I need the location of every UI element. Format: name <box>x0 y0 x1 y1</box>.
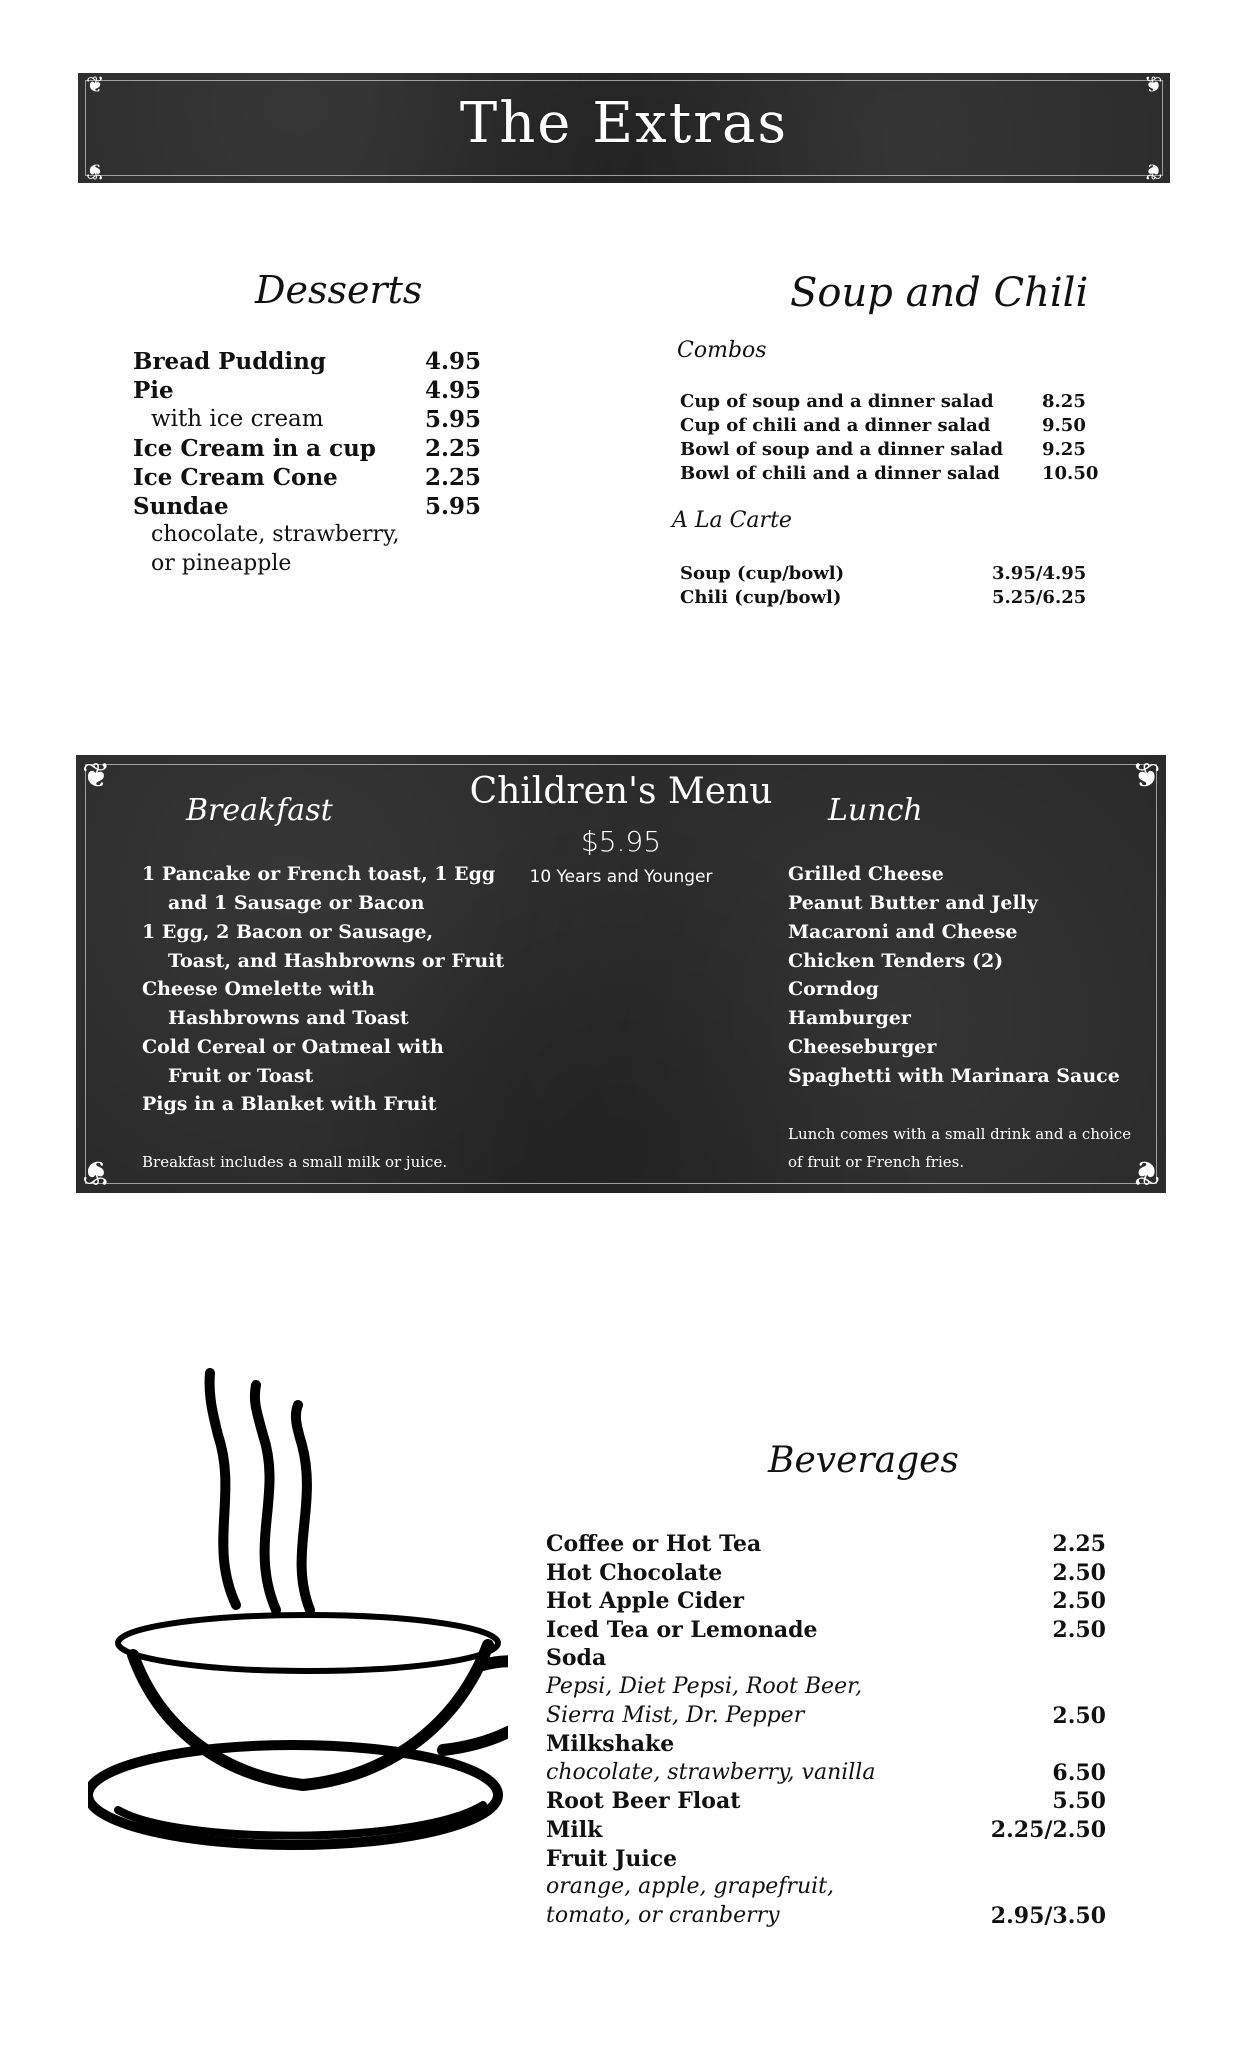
dessert-price: 5.95 <box>425 493 482 520</box>
lunch-item: Grilled Cheese <box>788 863 944 885</box>
beverage-price: 2.50 <box>1052 1588 1106 1615</box>
breakfast-item: 1 Pancake or French toast, 1 Egg <box>142 863 496 885</box>
childrens-menu-board <box>76 755 1166 1193</box>
combo-name: Bowl of chili and a dinner salad <box>680 463 1000 484</box>
childrens-price: $5.95 <box>580 825 662 858</box>
beverage-name: Soda <box>546 1645 607 1672</box>
alacarte-price: 5.25/6.25 <box>992 587 1087 608</box>
beverage-row <box>546 1903 1106 1931</box>
beverage-row <box>546 1531 1106 1559</box>
combo-name: Bowl of soup and a dinner salad <box>680 439 1004 460</box>
dessert-row <box>133 377 482 406</box>
page-title: The Extras <box>459 91 789 156</box>
scroll-ornament-icon: ❦ <box>86 158 105 183</box>
lunch-item: Cheeseburger <box>788 1036 937 1058</box>
dessert-name: Sundae <box>133 493 229 520</box>
title-banner <box>78 73 1170 183</box>
alacarte-price: 3.95/4.95 <box>992 563 1087 584</box>
breakfast-note: Breakfast includes a small milk or juice. <box>142 1153 448 1171</box>
sundae-description: or pineapple <box>151 551 292 576</box>
breakfast-item: Hashbrowns and Toast <box>168 1007 409 1029</box>
beverage-name: Coffee or Hot Tea <box>546 1531 762 1557</box>
lunch-item: Chicken Tenders (2) <box>788 950 1004 972</box>
breakfast-heading: Breakfast <box>186 793 333 828</box>
combo-name: Cup of soup and a dinner salad <box>680 391 994 412</box>
beverage-row <box>546 1703 1106 1731</box>
breakfast-item: Toast, and Hashbrowns or Fruit <box>168 950 505 972</box>
lunch-item: Macaroni and Cheese <box>788 921 1018 943</box>
beverage-name: Milk <box>546 1817 603 1843</box>
alacarte-row <box>680 563 1100 587</box>
alacarte-subheading: A La Carte <box>672 508 792 533</box>
beverage-price: 2.25/2.50 <box>990 1817 1106 1843</box>
alacarte-name: Soup (cup/bowl) <box>680 563 845 584</box>
coffee-cup-icon <box>88 1365 508 1865</box>
dessert-price: 5.95 <box>425 406 482 433</box>
lunch-heading: Lunch <box>828 793 923 828</box>
dessert-row <box>133 406 482 435</box>
age-limit: 10 Years and Younger <box>529 867 713 887</box>
scroll-ornament-icon: ❦ <box>82 1152 111 1192</box>
dessert-row <box>133 493 482 522</box>
combo-price: 8.25 <box>1042 391 1086 412</box>
scroll-ornament-icon: ❦ <box>1131 1152 1160 1192</box>
scroll-ornament-icon: ❦ <box>82 756 111 796</box>
combo-row <box>680 391 1100 415</box>
lunch-note: of fruit or French fries. <box>788 1153 965 1171</box>
scroll-ornament-icon: ❦ <box>1143 73 1162 98</box>
beverage-price: 5.50 <box>1052 1788 1106 1815</box>
scroll-ornament-icon: ❦ <box>1143 158 1162 183</box>
soup-heading: Soup and Chili <box>790 270 1089 316</box>
beverage-price: 6.50 <box>1052 1759 1106 1786</box>
beverage-description: Sierra Mist, Dr. Pepper <box>546 1702 805 1728</box>
beverage-description: tomato, or cranberry <box>546 1902 780 1928</box>
beverage-row <box>546 1874 1106 1902</box>
beverage-price: 2.50 <box>1052 1702 1106 1729</box>
beverage-row <box>546 1588 1106 1616</box>
beverage-name: Iced Tea or Lemonade <box>546 1616 818 1643</box>
beverage-row <box>546 1674 1106 1702</box>
dessert-price: 4.95 <box>425 348 482 375</box>
alacarte-name: Chili (cup/bowl) <box>680 587 842 608</box>
dessert-name: Pie <box>133 377 174 404</box>
dessert-name: Bread Pudding <box>133 348 326 375</box>
beverage-description: orange, apple, grapefruit, <box>546 1874 834 1900</box>
breakfast-item: Cold Cereal or Oatmeal with <box>142 1036 444 1058</box>
beverage-row <box>546 1617 1106 1645</box>
combos-subheading: Combos <box>677 338 767 363</box>
dessert-row <box>133 464 482 493</box>
beverage-row <box>546 1760 1106 1788</box>
breakfast-item: 1 Egg, 2 Bacon or Sausage, <box>142 921 434 943</box>
lunch-note: Lunch comes with a small drink and a choice <box>788 1125 1132 1143</box>
breakfast-item: Fruit or Toast <box>168 1065 314 1087</box>
beverage-row <box>546 1788 1106 1816</box>
dessert-option: with ice cream <box>151 406 324 432</box>
beverage-price: 2.50 <box>1052 1559 1106 1586</box>
combo-row <box>680 415 1100 439</box>
beverage-price: 2.95/3.50 <box>990 1902 1106 1929</box>
combo-row <box>680 463 1100 487</box>
lunch-item: Peanut Butter and Jelly <box>788 892 1038 914</box>
combo-price: 10.50 <box>1042 463 1099 484</box>
beverage-name: Fruit Juice <box>546 1845 678 1872</box>
combo-row <box>680 439 1100 463</box>
scroll-ornament-icon: ❦ <box>86 73 105 98</box>
lunch-item: Hamburger <box>788 1007 911 1029</box>
dessert-price: 2.25 <box>425 435 482 462</box>
beverage-row <box>546 1846 1106 1874</box>
combo-name: Cup of chili and a dinner salad <box>680 415 991 436</box>
scroll-ornament-icon: ❦ <box>1131 756 1160 796</box>
beverages-heading: Beverages <box>768 1440 959 1481</box>
beverage-description: Pepsi, Diet Pepsi, Root Beer, <box>546 1674 863 1699</box>
dessert-row <box>133 435 482 464</box>
alacarte-row <box>680 587 1100 611</box>
beverage-row <box>546 1560 1106 1588</box>
dessert-price: 4.95 <box>425 377 482 404</box>
beverage-name: Root Beer Float <box>546 1788 741 1815</box>
lunch-item: Spaghetti with Marinara Sauce <box>788 1065 1120 1087</box>
breakfast-item: and 1 Sausage or Bacon <box>168 892 425 914</box>
dessert-price: 2.25 <box>425 464 482 491</box>
combo-price: 9.50 <box>1042 415 1086 436</box>
breakfast-item: Cheese Omelette with <box>142 978 375 1000</box>
desserts-heading: Desserts <box>255 268 423 312</box>
beverage-row <box>546 1817 1106 1845</box>
childrens-menu-title: Children's Menu <box>469 771 773 812</box>
beverage-description: chocolate, strawberry, vanilla <box>546 1759 876 1785</box>
breakfast-item: Pigs in a Blanket with Fruit <box>142 1093 437 1115</box>
dessert-row <box>133 348 482 377</box>
beverage-row <box>546 1731 1106 1759</box>
beverage-name: Hot Apple Cider <box>546 1588 744 1615</box>
beverage-price: 2.25 <box>1052 1531 1106 1557</box>
beverage-price: 2.50 <box>1052 1616 1106 1643</box>
beverage-row <box>546 1645 1106 1673</box>
dessert-name: Ice Cream Cone <box>133 464 338 491</box>
combo-price: 9.25 <box>1042 439 1086 460</box>
lunch-item: Corndog <box>788 978 879 1000</box>
sundae-description: chocolate, strawberry, <box>151 522 400 547</box>
beverage-name: Hot Chocolate <box>546 1559 723 1586</box>
beverage-name: Milkshake <box>546 1731 675 1758</box>
dessert-name: Ice Cream in a cup <box>133 435 376 462</box>
